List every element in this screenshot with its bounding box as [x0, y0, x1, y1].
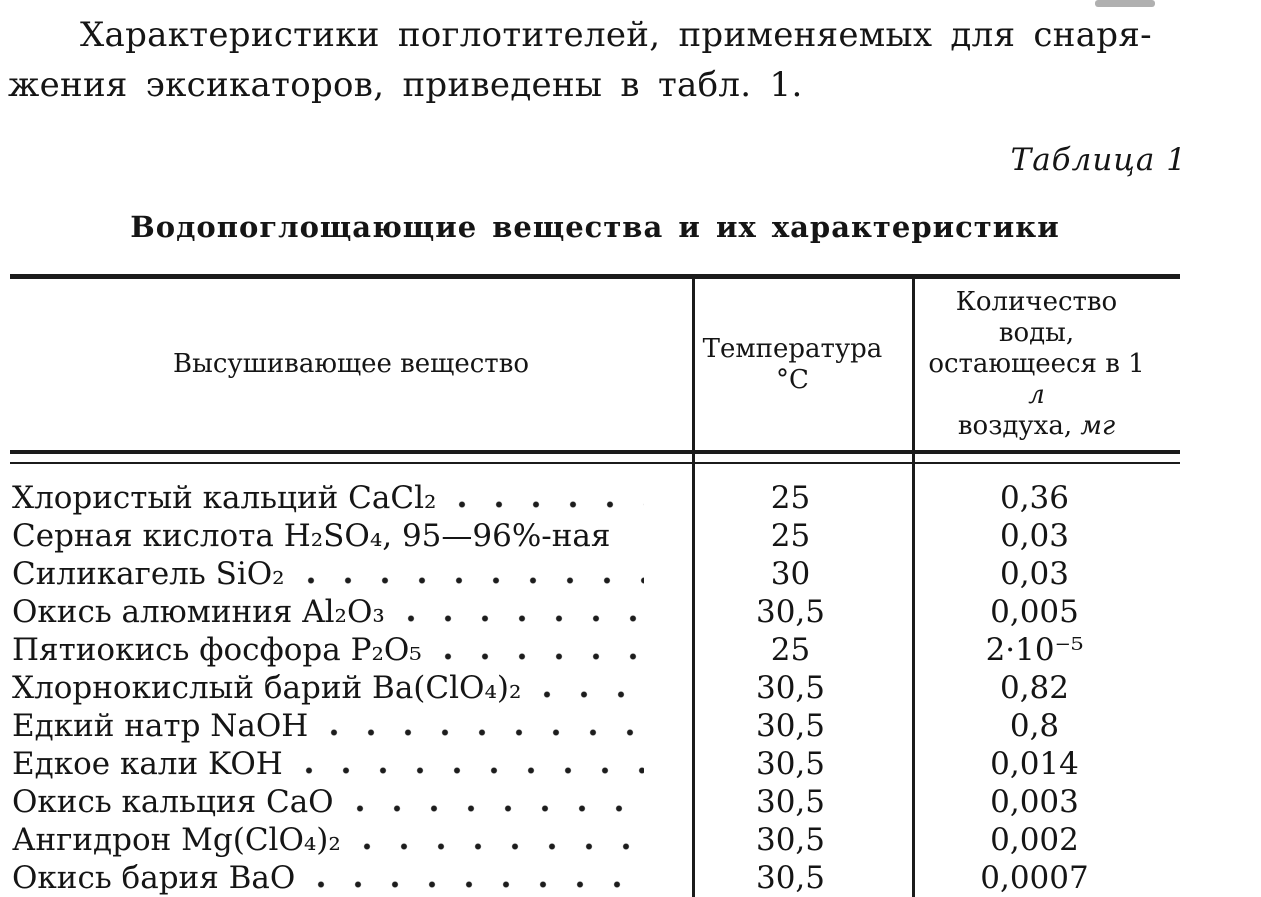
dot-leader: [356, 804, 644, 813]
dot-leader: [444, 652, 644, 661]
temperature-cell: 30,5: [692, 593, 915, 631]
water-cell: 0,03: [999, 518, 1070, 554]
table-row: [10, 669, 1180, 707]
header-water-line1: Количество воды,: [955, 287, 1118, 348]
substance-cell: Хлористый кальций CaCl₂: [12, 480, 437, 516]
substance-cell: Силикагель SiO₂: [12, 556, 285, 592]
table-row: [10, 783, 1180, 821]
water-cell: 0,002: [990, 822, 1079, 858]
header-temperature-line2: °С: [776, 364, 809, 395]
temperature-cell: 30,5: [692, 707, 915, 745]
header-water: [915, 279, 1180, 450]
dot-leader: [458, 500, 644, 509]
substance-cell: Серная кислота H₂SO₄, 95—96%-ная: [12, 518, 611, 554]
header-water-line3: воздуха, мг: [957, 411, 1116, 441]
water-cell: 0,03: [999, 556, 1070, 592]
temperature-cell: 30,5: [692, 745, 915, 783]
dot-leader: [407, 614, 644, 623]
temperature-cell: 30,5: [692, 669, 915, 707]
table-row: [10, 593, 1180, 631]
temperature-cell: 30,5: [692, 821, 915, 859]
table-header-row: [10, 274, 1180, 454]
temperature-cell: 25: [692, 631, 915, 669]
dot-leader: [317, 880, 644, 889]
dot-leader: [307, 576, 644, 585]
substance-cell: Едкое кали KOH: [12, 746, 283, 782]
table-row: [10, 707, 1180, 745]
table-row: [10, 517, 1180, 555]
water-cell: 0,014: [990, 746, 1079, 782]
water-cell: 0,36: [999, 480, 1070, 516]
dot-leader: [543, 690, 644, 699]
header-substance: Высушивающее вещество: [173, 349, 529, 379]
temperature-cell: 25: [692, 517, 915, 555]
header-temperature: [692, 279, 915, 450]
header-water-line2: остающееся в 1 л: [928, 349, 1145, 410]
dot-leader: [305, 766, 644, 775]
water-cell: 0,82: [999, 670, 1070, 706]
water-cell: 0,005: [990, 594, 1079, 630]
water-cell: 0,8: [1009, 708, 1060, 744]
table-row: [10, 631, 1180, 669]
unit-mg: мг: [1080, 411, 1116, 441]
temperature-cell: 25: [692, 479, 915, 517]
substance-cell: Ангидрон Mg(ClO₄)₂: [12, 822, 341, 858]
unit-liter: л: [1028, 380, 1045, 410]
double-rule: [10, 454, 1180, 464]
header-temperature-line1: Температура: [702, 333, 883, 364]
water-cell: 2·10⁻⁵: [985, 632, 1084, 668]
table-row: [10, 555, 1180, 593]
substance-cell: Пятиокись фосфора P₂O₅: [12, 632, 422, 668]
dot-leader: [363, 842, 644, 851]
drying-agents-table: [10, 274, 1180, 897]
substance-cell: Хлорнокислый барий Ba(ClO₄)₂: [12, 670, 522, 706]
substance-cell: Окись алюминия Al₂O₃: [12, 594, 385, 630]
table-row: [10, 479, 1180, 517]
intro-paragraph: [0, 0, 1261, 110]
temperature-cell: 30: [692, 555, 915, 593]
scan-artifact: [1095, 0, 1155, 7]
intro-line-2: жения эксикаторов, приведены в табл. 1.: [8, 65, 803, 105]
body-spacer: [10, 464, 1180, 479]
table-row: [10, 821, 1180, 859]
table-title: Водопоглощающие вещества и их характеристики: [130, 210, 1060, 244]
table-caption: Таблица 1: [1010, 142, 1187, 178]
intro-line-1: Характеристики поглотителей, применяемых для снаря-: [80, 15, 1152, 55]
water-cell: 0,0007: [980, 860, 1089, 896]
substance-cell: Едкий натр NaOH: [12, 708, 309, 744]
table-row: [10, 745, 1180, 783]
temperature-cell: 30,5: [692, 783, 915, 821]
table-row: [10, 859, 1180, 897]
substance-cell: Окись кальция CaO: [12, 784, 334, 820]
water-cell: 0,003: [990, 784, 1079, 820]
temperature-cell: 30,5: [692, 859, 915, 897]
substance-cell: Окись бария BaO: [12, 860, 296, 896]
dot-leader: [330, 728, 644, 737]
